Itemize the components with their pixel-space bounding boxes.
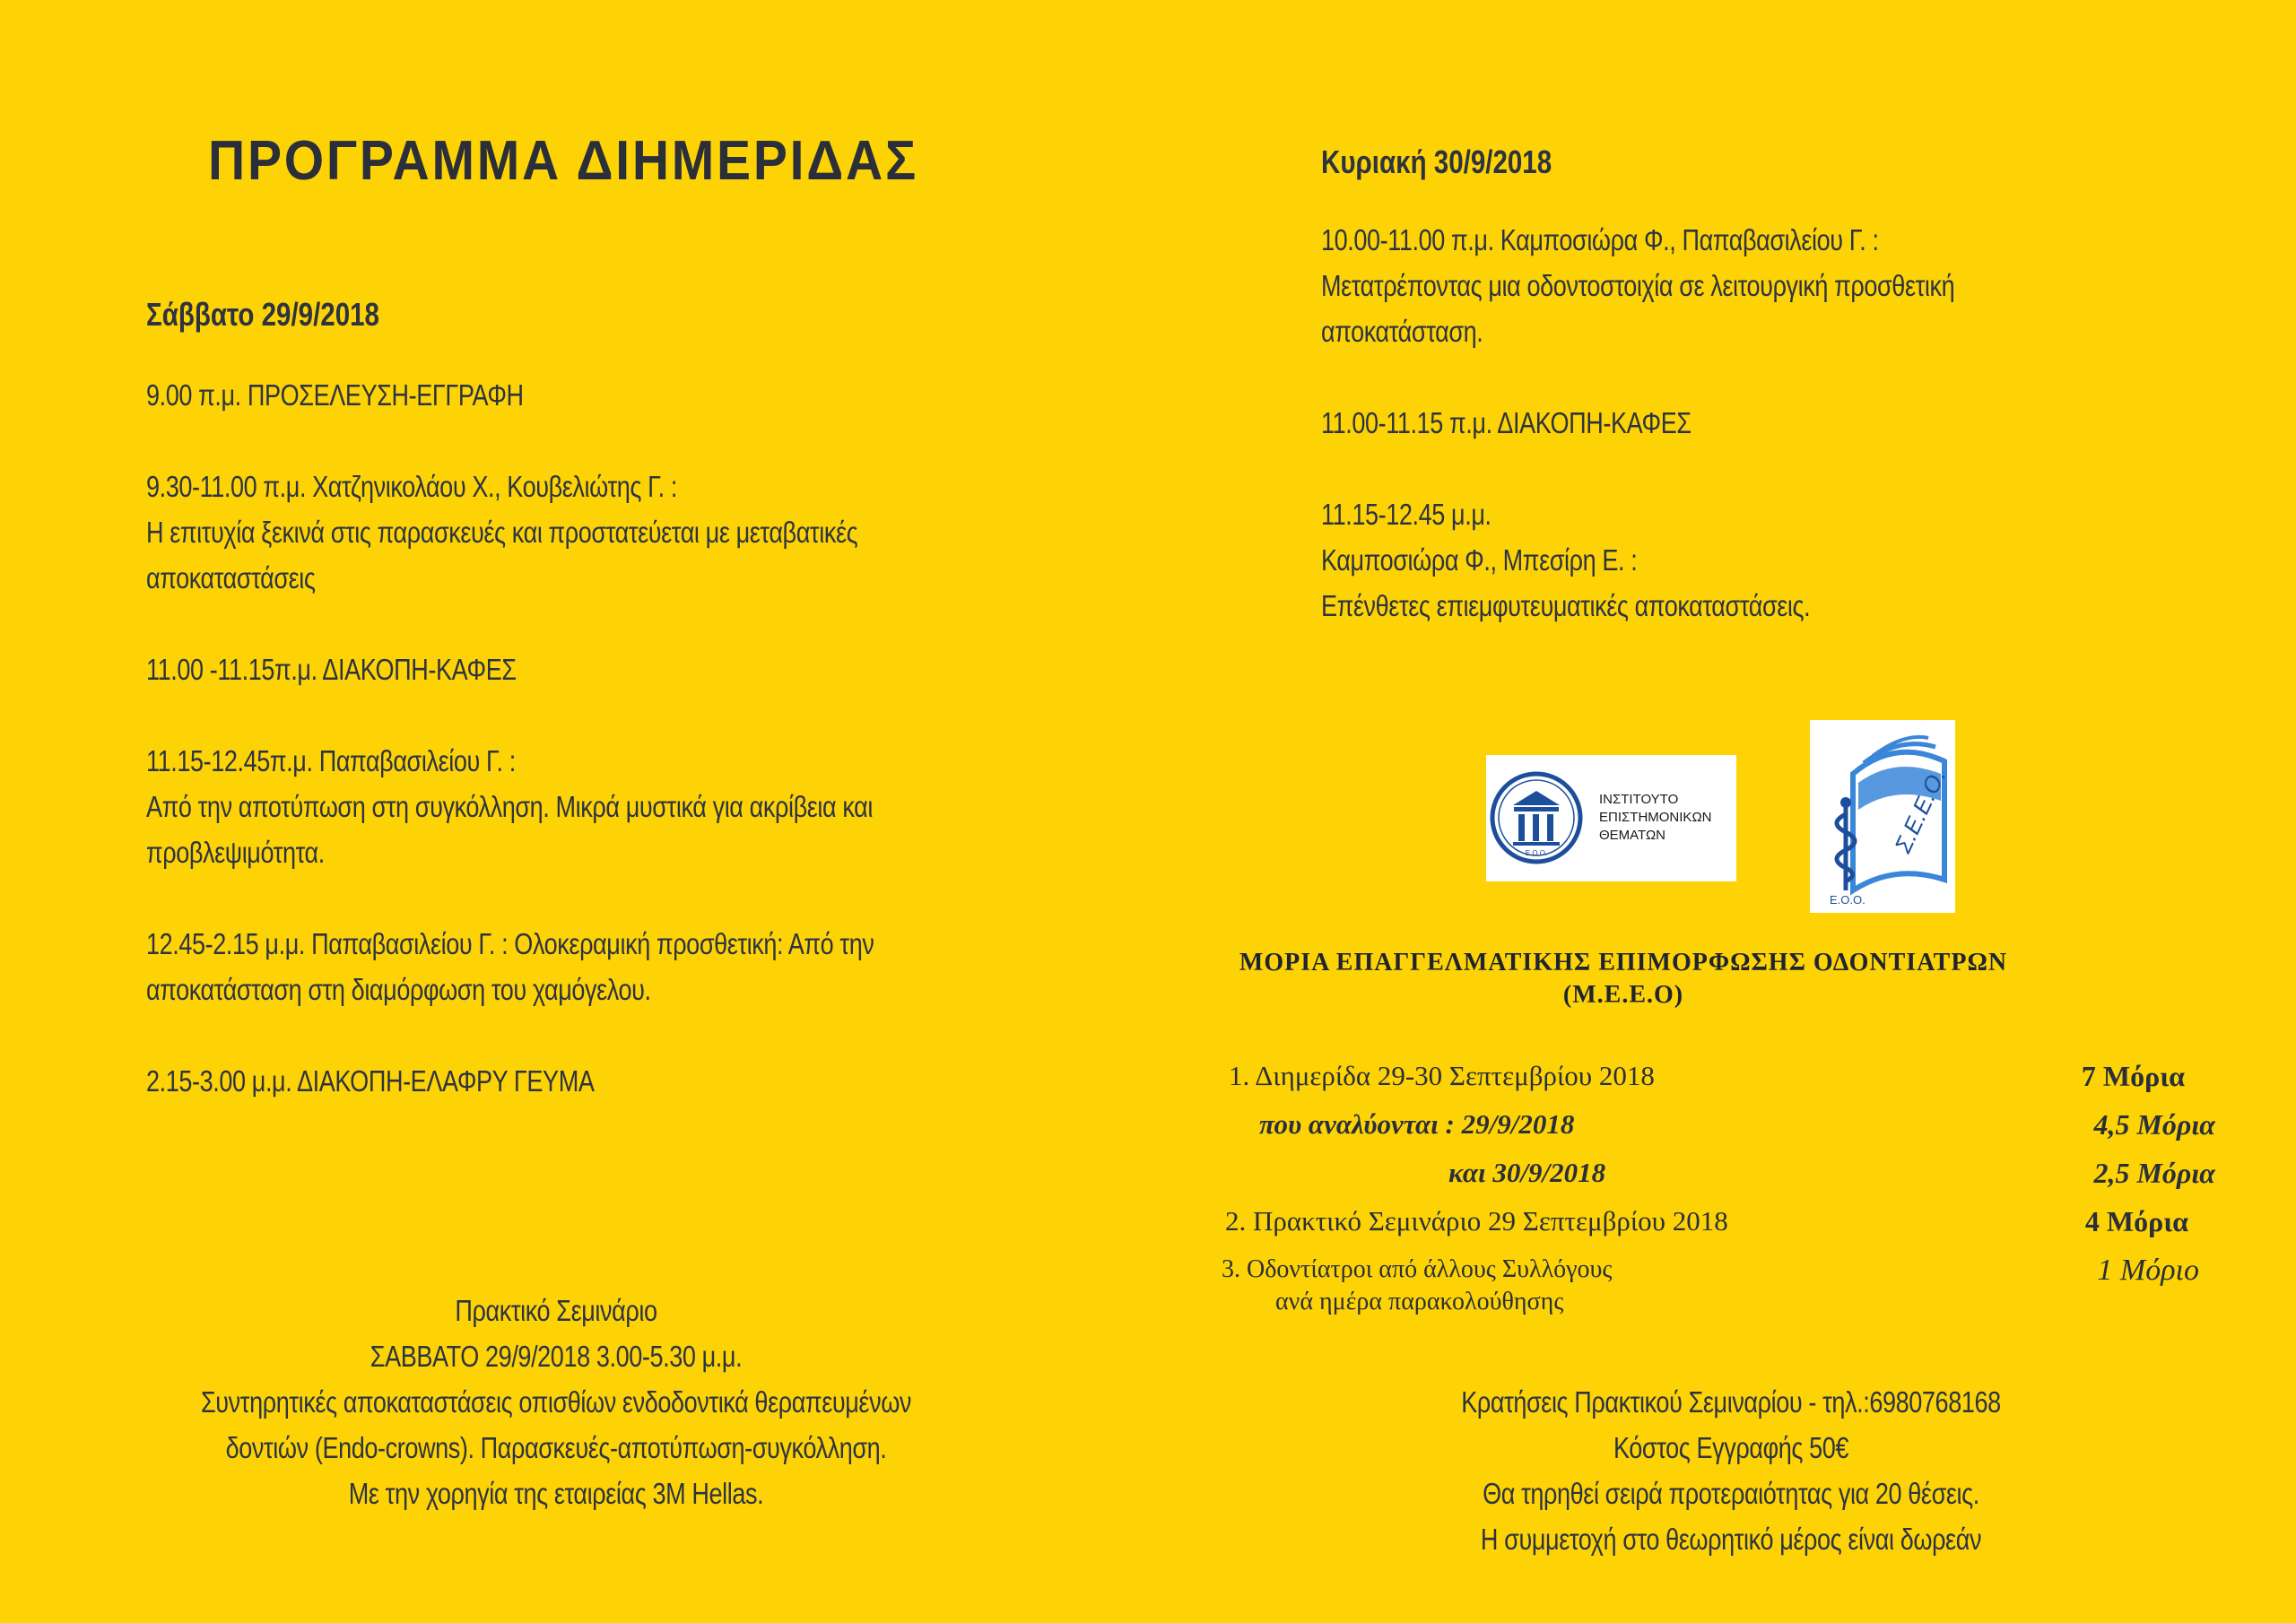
program-line: 2.15-3.00 μ.μ. ΔΙΑΚΟΠΗ-ΕΛΑΦΡΥ ΓΕΥΜΑ xyxy=(146,1064,595,1098)
booking-info xyxy=(1274,1379,2188,1562)
points-row xyxy=(1220,1108,2215,1157)
points-label: 1. Διημερίδα 29-30 Σεπτεμβρίου 2018 xyxy=(1229,1060,1655,1091)
seeo-logo xyxy=(1810,720,1955,913)
program-line: Μετατρέποντας μια οδοντοστοιχία σε λειτουργική προσθετική xyxy=(1321,269,1955,302)
program-line: 11.00-11.15 π.μ. ΔΙΑΚΟΠΗ-ΚΑΦΕΣ xyxy=(1321,406,1692,439)
points-value: 4 Μόρια xyxy=(2084,1205,2188,1237)
sunday-program xyxy=(1321,143,2128,629)
program-line: 11.00 -11.15π.μ. ΔΙΑΚΟΠΗ-ΚΑΦΕΣ xyxy=(146,653,517,686)
program-line: αποκαταστάσεις xyxy=(146,561,316,595)
booking-line: Κόστος Εγγραφής 50€ xyxy=(1613,1431,1849,1464)
program-line: Καμποσιώρα Φ., Μπεσίρη Ε. : xyxy=(1321,543,1638,577)
program-line: 10.00-11.00 π.μ. Καμποσιώρα Φ., Παπαβασιλείου Γ. : xyxy=(1321,223,1879,256)
sunday-heading: Κυριακή 30/9/2018 xyxy=(1321,143,1552,180)
points-value: 1 Μόριο xyxy=(2097,1254,2199,1287)
svg-text:Ε.Ο.Ο.: Ε.Ο.Ο. xyxy=(1525,849,1548,857)
book-caduceus-icon xyxy=(1810,720,1955,913)
svg-text:Ε.Ο.Ο.: Ε.Ο.Ο. xyxy=(1830,893,1866,907)
svg-text:ΘΕΜΑΤΩΝ: ΘΕΜΑΤΩΝ xyxy=(1599,828,1665,843)
seminar-line: Με την χορηγία της εταιρείας 3M Hellas. xyxy=(348,1477,764,1510)
page-title: ΠΡΟΓΡΑΜΜΑ ΔΙΗΜΕΡΙΔΑΣ xyxy=(208,130,918,192)
program-line: αποκατάσταση στη διαμόρφωση του χαμόγελου. xyxy=(146,973,651,1006)
points-label: που αναλύονται : 29/9/2018 xyxy=(1259,1108,1575,1140)
program-line: 12.45-2.15 μ.μ. Παπαβασιλείου Γ. : Ολοκεραμική προσθετική: Από την xyxy=(146,927,874,960)
program-line: προβλεψιμότητα. xyxy=(146,836,325,869)
saturday-heading: Σάββατο 29/9/2018 xyxy=(146,296,379,333)
svg-text:Σ.Ε.Ε.Ο.: Σ.Ε.Ε.Ο. xyxy=(1889,764,1952,857)
institute-logo xyxy=(1486,755,1736,881)
points-label: 3. Οδοντίατροι από άλλους Συλλόγους ανά ημέρα παρακολούθησης xyxy=(1222,1255,1613,1315)
points-label: 2. Πρακτικό Σεμινάριο 29 Σεπτεμβρίου 2018 xyxy=(1225,1205,1728,1237)
points-row xyxy=(1220,1157,2215,1205)
booking-line: Θα τηρηθεί σειρά προτεραιότητας για 20 θέσεις. xyxy=(1483,1477,1979,1510)
points-list xyxy=(1220,1060,2215,1316)
seminar-line: Συντηρητικές αποκαταστάσεις οπισθίων ενδοδοντικά θεραπευμένων xyxy=(200,1385,912,1419)
program-line: 9.00 π.μ. ΠΡΟΣΕΛΕΥΣΗ-ΕΓΓΡΑΦΗ xyxy=(146,378,524,412)
program-line: Η επιτυχία ξεκινά στις παρασκευές και προστατεύεται με μεταβατικές xyxy=(146,516,858,549)
meeo-heading xyxy=(1166,947,2081,1011)
program-line: 9.30-11.00 π.μ. Χατζηνικολάου Χ., Κουβελιώτης Γ. : xyxy=(146,470,677,503)
program-line: Από την αποτύπωση στη συγκόλληση. Μικρά μυστικά για ακρίβεια και xyxy=(146,790,873,823)
points-value: 2,5 Μόρια xyxy=(2093,1157,2215,1189)
institute-building-icon xyxy=(1486,755,1736,881)
seminar-line: ΣΑΒΒΑΤΟ 29/9/2018 3.00-5.30 μ.μ. xyxy=(370,1340,743,1373)
points-row xyxy=(1220,1205,2215,1254)
seminar-line: δοντιών (Endo-crowns). Παρασκευές-αποτύπωση-συγκόλληση. xyxy=(225,1431,887,1464)
svg-text:ΙΝΣΤΙΤΟΥΤΟ: ΙΝΣΤΙΤΟΥΤΟ xyxy=(1599,792,1679,807)
booking-line: Η συμμετοχή στο θεωρητικό μέρος είναι δωρεάν xyxy=(1480,1523,1982,1556)
practical-seminar xyxy=(108,1288,1004,1516)
points-value: 7 Μόρια xyxy=(2081,1060,2185,1092)
meeo-title: ΜΟΡΙΑ ΕΠΑΓΓΕΛΜΑΤΙΚΗΣ ΕΠΙΜΟΡΦΩΣΗΣ ΟΔΟΝΤΙΑΤΡΩΝ xyxy=(1239,949,2008,976)
points-label: και 30/9/2018 xyxy=(1448,1157,1606,1188)
points-value: 4,5 Μόρια xyxy=(2093,1108,2215,1141)
program-line: 11.15-12.45 μ.μ. xyxy=(1321,498,1492,531)
points-row xyxy=(1220,1060,2215,1108)
seminar-line: Πρακτικό Σεμινάριο xyxy=(455,1294,657,1327)
booking-line: Κρατήσεις Πρακτικού Σεμιναρίου - τηλ.:6980768168 xyxy=(1461,1385,2001,1419)
program-line: 11.15-12.45π.μ. Παπαβασιλείου Γ. : xyxy=(146,744,516,777)
meeo-subtitle: (Μ.Ε.Ε.Ο) xyxy=(1562,981,1684,1009)
points-row xyxy=(1220,1254,2215,1316)
program-line: Επένθετες επιεμφυτευματικές αποκαταστάσεις. xyxy=(1321,589,1811,622)
program-line: αποκατάσταση. xyxy=(1321,315,1483,348)
svg-text:ΕΠΙΣΤΗΜΟΝΙΚΩΝ: ΕΠΙΣΤΗΜΟΝΙΚΩΝ xyxy=(1599,810,1712,825)
saturday-program xyxy=(146,296,971,1104)
